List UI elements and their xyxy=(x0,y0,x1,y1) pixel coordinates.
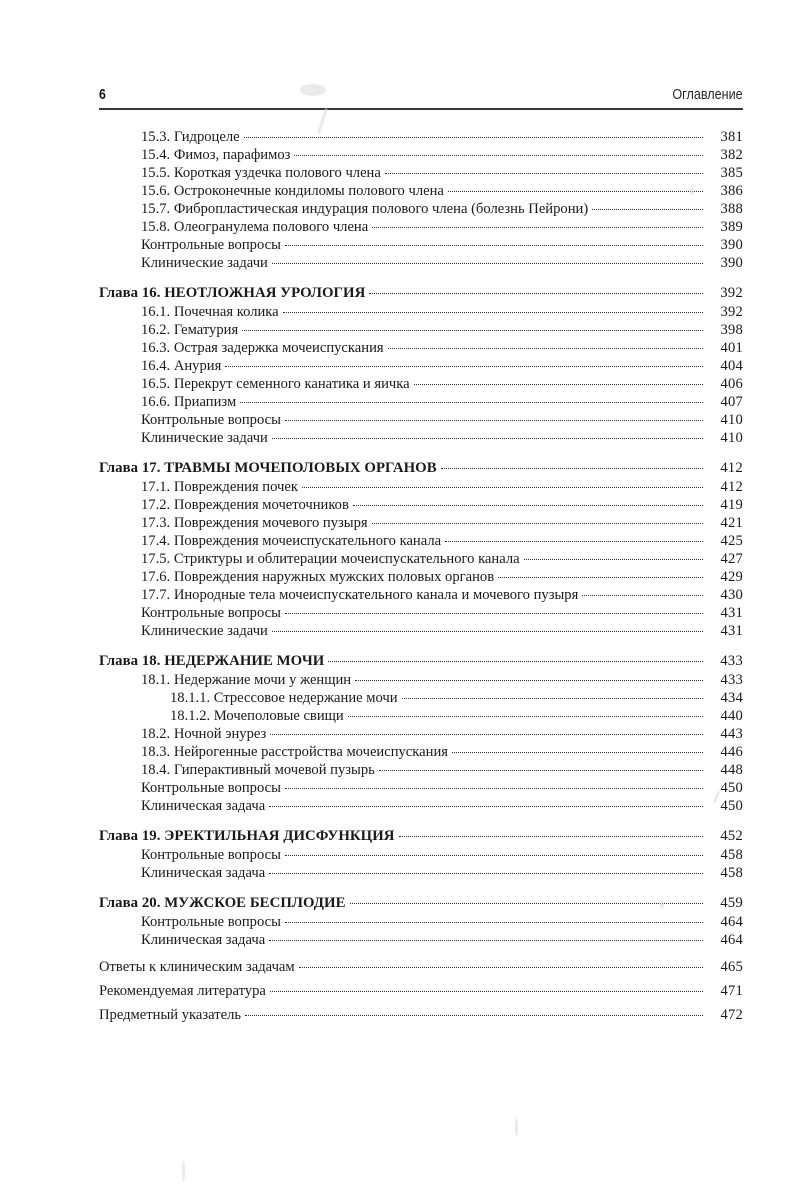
toc-page-number: 398 xyxy=(720,322,743,338)
toc-entry-row[interactable] xyxy=(99,128,743,146)
toc-page-number: 385 xyxy=(720,165,743,181)
toc-page-number: 425 xyxy=(720,533,743,549)
dot-leader xyxy=(269,806,703,807)
toc-page-number: 388 xyxy=(720,201,743,217)
toc-chapter-label: Глава 18. НЕДЕРЖАНИЕ МОЧИ xyxy=(99,653,325,669)
toc-entry-label: 18.3. Нейрогенные расстройства мочеиспускания xyxy=(141,744,448,760)
toc-entry-row[interactable] xyxy=(99,913,743,931)
toc-page-number: 434 xyxy=(720,690,743,706)
toc-entry-row[interactable] xyxy=(99,550,743,568)
toc-entry-label: 16.5. Перекрут семенного канатика и яичка xyxy=(141,376,410,392)
toc-entry-label: 16.3. Острая задержка мочеиспускания xyxy=(141,340,384,356)
dot-leader xyxy=(269,940,703,941)
dot-leader xyxy=(452,752,703,753)
dot-leader xyxy=(269,873,703,874)
toc-page-number: 406 xyxy=(720,376,743,392)
dot-leader xyxy=(285,855,703,856)
toc-entry-row[interactable] xyxy=(99,846,743,864)
toc-entry-row[interactable] xyxy=(99,321,743,339)
toc-entry-row[interactable] xyxy=(99,979,743,1003)
toc-chapter-row[interactable] xyxy=(99,651,743,671)
toc-page-number: 382 xyxy=(720,147,743,163)
toc-page-number: 431 xyxy=(720,605,743,621)
dot-leader xyxy=(328,661,703,662)
toc-section-block xyxy=(99,128,743,272)
dot-leader xyxy=(498,577,703,578)
dot-leader xyxy=(285,922,703,923)
toc-entry-row[interactable] xyxy=(99,586,743,604)
toc-entry-label: Ответы к клиническим задачам xyxy=(99,959,295,975)
toc-entry-row[interactable] xyxy=(99,236,743,254)
running-head-rule xyxy=(99,108,743,110)
toc-page-number: 452 xyxy=(720,828,743,844)
toc-entry-row[interactable] xyxy=(99,218,743,236)
toc-entry-row[interactable] xyxy=(99,1003,743,1027)
toc-entry-label: 15.3. Гидроцеле xyxy=(141,129,240,145)
toc-entry-label: Контрольные вопросы xyxy=(141,237,281,253)
toc-chapter-block xyxy=(99,882,743,949)
toc-entry-row[interactable] xyxy=(99,254,743,272)
toc-entry-row[interactable] xyxy=(99,146,743,164)
toc-page-number: 433 xyxy=(720,672,743,688)
toc-page-number: 389 xyxy=(720,219,743,235)
toc-entry-label: Контрольные вопросы xyxy=(141,412,281,428)
toc-page-number: 458 xyxy=(720,847,743,863)
toc-entry-label: 16.6. Приапизм xyxy=(141,394,237,410)
toc-entry-row[interactable] xyxy=(99,743,743,761)
toc-entry-label: 17.5. Стриктуры и облитерации мочеиспускательного канала xyxy=(141,551,520,567)
chapter-gap xyxy=(99,815,743,826)
dot-leader xyxy=(445,541,703,542)
toc-entry-row[interactable] xyxy=(99,164,743,182)
toc-entry-label: 15.5. Короткая уздечка полового члена xyxy=(141,165,381,181)
toc-entry-row[interactable] xyxy=(99,200,743,218)
toc-entry-label: 17.6. Повреждения наружных мужских половых органов xyxy=(141,569,495,585)
dot-leader xyxy=(355,680,703,681)
toc-page-number: 459 xyxy=(720,895,743,911)
toc-entry-label: Клинические задачи xyxy=(141,255,268,271)
dot-leader xyxy=(245,1015,703,1016)
dot-leader xyxy=(372,523,703,524)
dot-leader xyxy=(350,903,704,904)
toc-page-number: 430 xyxy=(720,587,743,603)
toc-entry-label: Контрольные вопросы xyxy=(141,605,281,621)
dot-leader xyxy=(225,366,703,367)
toc-page-number: 419 xyxy=(720,497,743,513)
dot-leader xyxy=(369,293,703,294)
toc-page-number: 410 xyxy=(720,430,743,446)
toc-entry-label: Клиническая задача xyxy=(141,865,266,881)
toc-page-number: 464 xyxy=(720,914,743,930)
dot-leader xyxy=(348,716,703,717)
toc-entry-label: 18.4. Гиперактивный мочевой пузырь xyxy=(141,762,375,778)
dot-leader xyxy=(582,595,703,596)
toc-chapter-label: Глава 16. НЕОТЛОЖНАЯ УРОЛОГИЯ xyxy=(99,285,366,301)
dot-leader xyxy=(414,384,703,385)
toc-chapter-label: Глава 17. ТРАВМЫ МОЧЕПОЛОВЫХ ОРГАНОВ xyxy=(99,460,437,476)
toc-page-number: 390 xyxy=(720,255,743,271)
toc-entry-row[interactable] xyxy=(99,182,743,200)
toc-entry-label: 18.2. Ночной энурез xyxy=(141,726,267,742)
dot-leader xyxy=(272,438,703,439)
toc-page-number: 412 xyxy=(720,479,743,495)
toc-entry-label: 15.4. Фимоз, парафимоз xyxy=(141,147,291,163)
toc-entry-row[interactable] xyxy=(99,514,743,532)
toc-page-number: 450 xyxy=(720,798,743,814)
dot-leader xyxy=(285,788,703,789)
toc-entry-row[interactable] xyxy=(99,779,743,797)
running-head xyxy=(99,76,743,102)
toc-entry-label: 16.4. Анурия xyxy=(141,358,222,374)
page-folio-number: 6 xyxy=(99,86,106,103)
toc-page-number: 392 xyxy=(720,304,743,320)
toc-page-number: 433 xyxy=(720,653,743,669)
dot-leader xyxy=(272,631,703,632)
toc-page-number: 450 xyxy=(720,780,743,796)
toc-page-number: 427 xyxy=(720,551,743,567)
toc-entry-label: 17.4. Повреждения мочеиспускательного канала xyxy=(141,533,442,549)
toc-entry-label: Контрольные вопросы xyxy=(141,914,281,930)
toc-entry-label: 17.7. Инородные тела мочеиспускательного канала и мочевого пузыря xyxy=(141,587,579,603)
dot-leader xyxy=(285,613,703,614)
toc-page-number: 404 xyxy=(720,358,743,374)
toc-chapter-block xyxy=(99,447,743,640)
toc-page-number: 471 xyxy=(720,983,743,999)
dot-leader xyxy=(272,263,703,264)
toc-entry-label: Предметный указатель xyxy=(99,1007,242,1023)
toc-chapter-row[interactable] xyxy=(99,826,743,846)
dot-leader xyxy=(379,770,703,771)
dot-leader xyxy=(244,137,703,138)
toc-chapter-block xyxy=(99,640,743,815)
chapter-gap xyxy=(99,272,743,283)
toc-entry-label: Клиническая задача xyxy=(141,932,266,948)
toc-entry-label: 17.3. Повреждения мочевого пузыря xyxy=(141,515,368,531)
toc-entry-row[interactable] xyxy=(99,725,743,743)
toc-page-number: 440 xyxy=(720,708,743,724)
toc-entry-row[interactable] xyxy=(99,671,743,689)
toc-entry-row[interactable] xyxy=(99,532,743,550)
toc-chapter-block xyxy=(99,272,743,447)
chapter-gap xyxy=(99,640,743,651)
dot-leader xyxy=(283,312,703,313)
toc-entry-label: Клиническая задача xyxy=(141,798,266,814)
toc-page-number: 401 xyxy=(720,340,743,356)
dot-leader xyxy=(294,155,703,156)
toc-page-number: 410 xyxy=(720,412,743,428)
dot-leader xyxy=(240,402,703,403)
toc-page-number: 392 xyxy=(720,285,743,301)
scan-speckle xyxy=(515,1118,518,1136)
toc-entry-row[interactable] xyxy=(99,955,743,979)
dot-leader xyxy=(399,836,703,837)
dot-leader xyxy=(388,348,703,349)
table-of-contents xyxy=(99,128,743,1027)
chapter-gap xyxy=(99,447,743,458)
toc-entry-label: 15.6. Остроконечные кондиломы полового члена xyxy=(141,183,444,199)
toc-entry-row[interactable] xyxy=(99,339,743,357)
toc-chapter-row[interactable] xyxy=(99,893,743,913)
dot-leader xyxy=(299,967,703,968)
dot-leader xyxy=(353,505,703,506)
chapter-gap xyxy=(99,882,743,893)
toc-entry-row[interactable] xyxy=(99,622,743,640)
running-head-title: Оглавление xyxy=(672,86,743,103)
toc-entry-row[interactable] xyxy=(99,761,743,779)
toc-backmatter-block xyxy=(99,949,743,1027)
toc-chapter-label: Глава 19. ЭРЕКТИЛЬНАЯ ДИСФУНКЦИЯ xyxy=(99,828,395,844)
dot-leader xyxy=(372,227,703,228)
toc-entry-row[interactable] xyxy=(99,478,743,496)
toc-entry-row[interactable] xyxy=(99,303,743,321)
dot-leader xyxy=(524,559,703,560)
toc-page-number: 390 xyxy=(720,237,743,253)
toc-entry-row[interactable] xyxy=(99,689,743,707)
toc-entry-label: 18.1.1. Стрессовое недержание мочи xyxy=(170,690,398,706)
toc-page-number: 446 xyxy=(720,744,743,760)
toc-entry-row[interactable] xyxy=(99,604,743,622)
toc-entry-label: Клинические задачи xyxy=(141,430,268,446)
toc-entry-row[interactable] xyxy=(99,429,743,447)
toc-entry-row[interactable] xyxy=(99,393,743,411)
toc-entry-label: 17.2. Повреждения мочеточников xyxy=(141,497,349,513)
dot-leader xyxy=(385,173,703,174)
toc-page-number: 429 xyxy=(720,569,743,585)
toc-entry-label: 16.1. Почечная колика xyxy=(141,304,279,320)
toc-entry-row[interactable] xyxy=(99,864,743,882)
dot-leader xyxy=(270,734,703,735)
toc-page-number: 448 xyxy=(720,762,743,778)
toc-entry-label: Рекомендуемая литература xyxy=(99,983,266,999)
dot-leader xyxy=(285,245,703,246)
toc-page-number: 407 xyxy=(720,394,743,410)
toc-entry-row[interactable] xyxy=(99,797,743,815)
toc-chapter-block xyxy=(99,815,743,882)
toc-entry-label: 17.1. Повреждения почек xyxy=(141,479,298,495)
dot-leader xyxy=(402,698,703,699)
toc-entry-row[interactable] xyxy=(99,411,743,429)
toc-page-number: 381 xyxy=(720,129,743,145)
toc-page-number: 443 xyxy=(720,726,743,742)
toc-page-number: 412 xyxy=(720,460,743,476)
toc-chapter-label: Глава 20. МУЖСКОЕ БЕСПЛОДИЕ xyxy=(99,895,346,911)
scan-speckle xyxy=(182,1160,185,1182)
toc-page-number: 464 xyxy=(720,932,743,948)
toc-entry-label: 18.1.2. Мочеполовые свищи xyxy=(170,708,344,724)
toc-page-number: 465 xyxy=(720,959,743,975)
toc-entry-row[interactable] xyxy=(99,931,743,949)
toc-entry-label: 16.2. Гематурия xyxy=(141,322,239,338)
toc-entry-label: 15.8. Олеогранулема полового члена xyxy=(141,219,369,235)
toc-entry-row[interactable] xyxy=(99,707,743,725)
toc-entry-row[interactable] xyxy=(99,375,743,393)
toc-entry-row[interactable] xyxy=(99,568,743,586)
toc-page-number: 458 xyxy=(720,865,743,881)
toc-chapter-row[interactable] xyxy=(99,458,743,478)
dot-leader xyxy=(285,420,703,421)
toc-chapter-row[interactable] xyxy=(99,283,743,303)
toc-page-number: 431 xyxy=(720,623,743,639)
dot-leader xyxy=(448,191,703,192)
dot-leader xyxy=(242,330,703,331)
toc-entry-label: Контрольные вопросы xyxy=(141,847,281,863)
toc-page-number: 472 xyxy=(720,1007,743,1023)
dot-leader xyxy=(592,209,703,210)
toc-page-number: 421 xyxy=(720,515,743,531)
toc-page-number: 386 xyxy=(720,183,743,199)
dot-leader xyxy=(441,468,703,469)
dot-leader xyxy=(270,991,703,992)
toc-entry-label: 18.1. Недержание мочи у женщин xyxy=(141,672,352,688)
toc-entry-row[interactable] xyxy=(99,357,743,375)
toc-entry-label: 15.7. Фибропластическая индурация полового члена (болезнь Пейрони) xyxy=(141,201,589,217)
toc-entry-label: Клинические задачи xyxy=(141,623,268,639)
toc-entry-label: Контрольные вопросы xyxy=(141,780,281,796)
toc-entry-row[interactable] xyxy=(99,496,743,514)
dot-leader xyxy=(302,487,703,488)
